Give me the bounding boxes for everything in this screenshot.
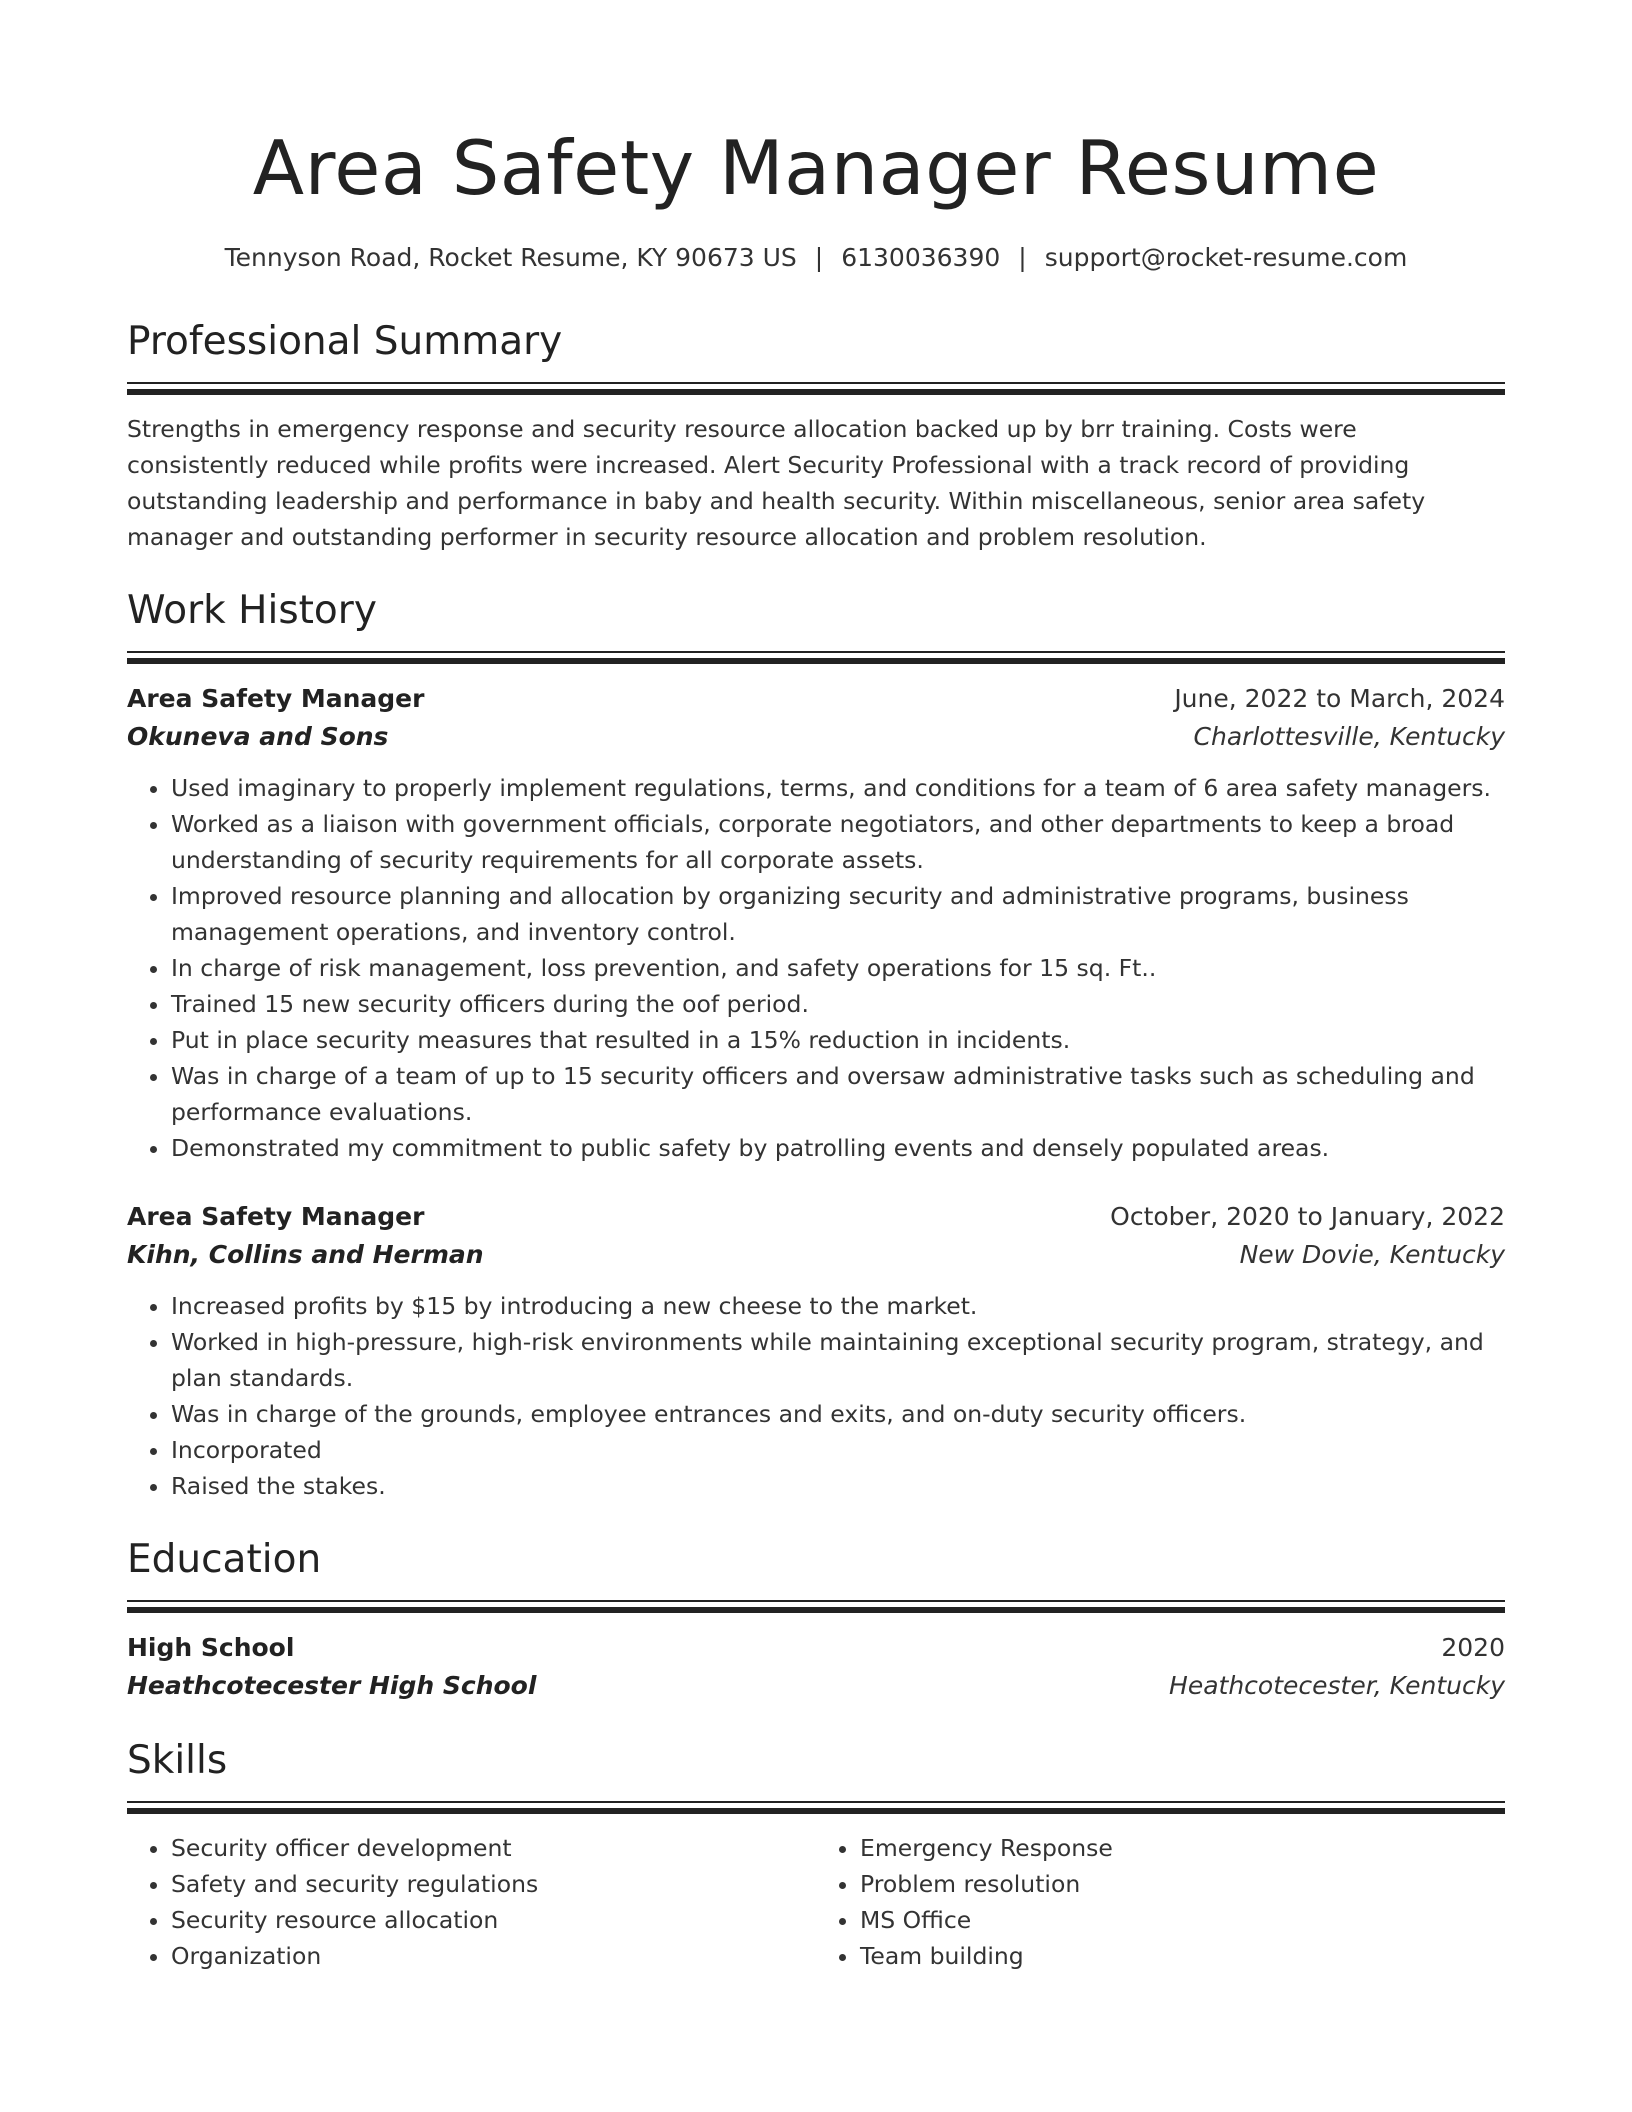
list-item: • MS Office [860,1902,1505,1938]
degree: High School [127,1633,295,1662]
work-history-section [127,585,1505,1504]
phone: 6130036390 [841,243,1001,272]
section-divider [127,651,1505,664]
skills-grid [127,1830,1505,1974]
list-item: • In charge of risk management, loss prevention, and safety operations for 15 sq. Ft.. [171,950,1505,986]
job-header [127,680,1505,718]
section-title-summary: Professional Summary [127,319,563,364]
school-location: Heathcotecester, Kentucky [1169,1671,1505,1700]
list-item: • Improved resource planning and allocation by organizing security and administrative programs, business management operations, and inventory control. [171,878,1505,950]
section-title-work-history: Work History [127,588,377,633]
job-title: Area Safety Manager [127,1202,425,1231]
list-item: • Safety and security regulations [171,1866,816,1902]
section-divider [127,382,1505,395]
section-title-education: Education [127,1537,322,1582]
list-item: • Was in charge of a team of up to 15 security officers and oversaw administrative tasks such as scheduling and performance evaluations. [171,1058,1505,1130]
job-entry [127,680,1505,1166]
job-entry [127,1198,1505,1504]
job-header [127,1198,1505,1236]
job-bullets [127,1288,1505,1504]
job-dates: June, 2022 to March, 2024 [1174,684,1505,713]
list-item: • Incorporated [171,1432,1505,1468]
section-divider [127,1600,1505,1613]
summary-text: Strengths in emergency response and security resource allocation backed up by brr training. Costs were consistently reduced while profits were increased. Alert Security Professional with a track record of providing outstanding leadership and performance in baby and health security. Within miscellaneous, senior area safety manager and outstanding performer in security resource allocation and problem resolution. [127,415,1426,551]
list-item: • Worked as a liaison with government officials, corporate negotiators, and other departments to keep a broad understanding of security requirements for all corporate assets. [171,806,1505,878]
list-item: • Trained 15 new security officers during the oof period. [171,986,1505,1022]
list-item: • Security resource allocation [171,1902,816,1938]
employer-name: Kihn, Collins and Herman [127,1240,484,1269]
address: Tennyson Road, Rocket Resume, KY 90673 US [224,243,797,272]
skills-list-left [127,1830,816,1974]
list-item: • Put in place security measures that resulted in a 15% reduction in incidents. [171,1022,1505,1058]
list-item: • Increased profits by $15 by introducing a new cheese to the market. [171,1288,1505,1324]
list-item: • Organization [171,1938,816,1974]
education-section [127,1534,1505,1705]
contact-separator: | [1018,243,1027,272]
email: support@rocket-resume.com [1044,243,1408,272]
list-item: • Emergency Response [860,1830,1505,1866]
summary-section [127,316,1505,555]
list-item: • Demonstrated my commitment to public safety by patrolling events and densely populated areas. [171,1130,1505,1166]
employer-name: Okuneva and Sons [127,722,389,751]
skills-list-right [816,1830,1505,1974]
education-header [127,1629,1505,1667]
list-item: • Team building [860,1938,1505,1974]
job-location: Charlottesville, Kentucky [1193,722,1505,751]
list-item: • Was in charge of the grounds, employee entrances and exits, and on-duty security officers. [171,1396,1505,1432]
education-subheader [127,1667,1505,1705]
skills-section [127,1735,1505,1974]
job-bullets [127,770,1505,1166]
section-title-skills: Skills [127,1738,228,1783]
list-item: • Security officer development [171,1830,816,1866]
job-title: Area Safety Manager [127,684,425,713]
education-entry [127,1629,1505,1705]
section-divider [127,1801,1505,1814]
job-subheader [127,718,1505,756]
job-location: New Dovie, Kentucky [1239,1240,1505,1269]
contact-line [127,242,1505,274]
list-item: • Problem resolution [860,1866,1505,1902]
list-item: • Worked in high-pressure, high-risk environments while maintaining exceptional security program, strategy, and plan standards. [171,1324,1505,1396]
job-subheader [127,1236,1505,1274]
contact-separator: | [814,243,824,272]
list-item: • Raised the stakes. [171,1468,1505,1504]
list-item: • Used imaginary to properly implement regulations, terms, and conditions for a team of 6 area safety managers. [171,770,1505,806]
school-name: Heathcotecester High School [127,1671,537,1700]
graduation-year: 2020 [1441,1633,1505,1662]
resume-title: Area Safety Manager Resume [252,124,1380,212]
job-dates: October, 2020 to January, 2022 [1110,1202,1505,1231]
